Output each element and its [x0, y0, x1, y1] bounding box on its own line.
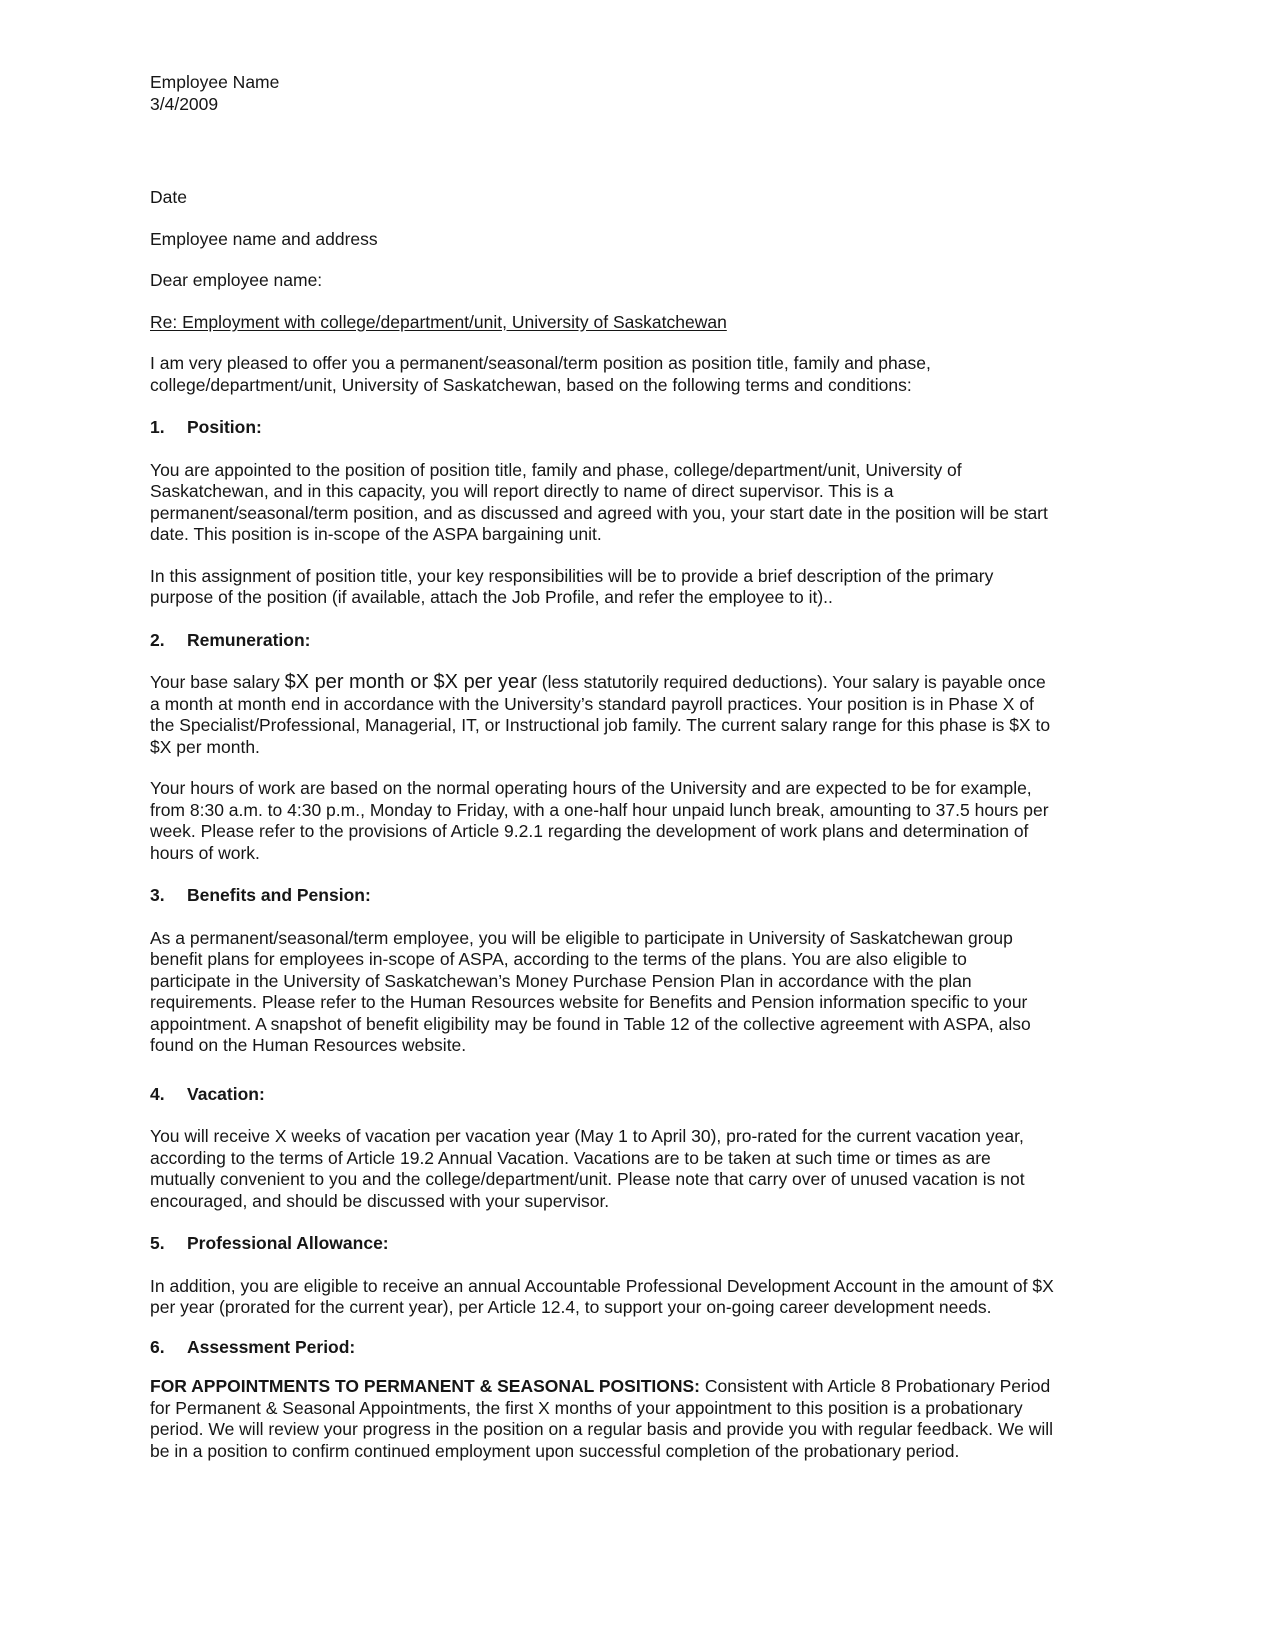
- section-heading-allowance: [150, 1233, 1130, 1255]
- text-line: per year (prorated for the current year), per Article 12.4, to support your on-going career development needs.: [150, 1297, 992, 1317]
- vacation-paragraph: [150, 1126, 1130, 1212]
- section-heading-benefits: [150, 885, 1130, 907]
- section-title: Remuneration:: [187, 629, 311, 650]
- text-line: benefit plans for employees in-scope of ASPA, according to the terms of the plans. You are also eligible to: [150, 949, 967, 969]
- text-line: requirements. Please refer to the Human Resources website for Benefits and Pension information specific to your: [150, 992, 1028, 1012]
- text-line: participate in the University of Saskatchewan’s Money Purchase Pension Plan in accordance with the plan: [150, 970, 972, 991]
- text-line: [150, 1376, 1130, 1398]
- text-line: from 8:30 a.m. to 4:30 p.m., Monday to Friday, with a one-half hour unpaid lunch break, amounting to 37.5 hours per: [150, 799, 1049, 820]
- text-line: encouraged, and should be discussed with your supervisor.: [150, 1190, 610, 1211]
- text-line: for Permanent & Seasonal Appointments, the first X months of your appointment to this position is a probationary: [150, 1397, 1023, 1418]
- section-number: 5.: [150, 1233, 165, 1253]
- allowance-paragraph: [150, 1276, 1130, 1319]
- intro-paragraph: [150, 353, 1130, 396]
- text-line: be in a position to confirm continued employment upon successful completion of the probationary period.: [150, 1440, 960, 1461]
- section-title: Position:: [187, 417, 262, 437]
- text-line: week. Please refer to the provisions of Article 9.2.1 regarding the development of work plans and determination of: [150, 821, 1029, 841]
- text-line: Your hours of work are based on the normal operating hours of the University and are expected to be for example,: [150, 778, 1032, 798]
- section-heading-position: [150, 417, 1130, 439]
- text-line: hours of work.: [150, 842, 260, 863]
- re-line: Re: Employment with college/department/unit, University of Saskatchewan: [150, 311, 727, 332]
- text-line: You will receive X weeks of vacation per vacation year (May 1 to April 30), pro-rated for the current vacation year,: [150, 1126, 1024, 1146]
- text-line: As a permanent/seasonal/term employee, you will be eligible to participate in University of Saskatchewan group: [150, 927, 1013, 948]
- text-line: a month at month end in accordance with the University’s standard payroll practices. Your position is in Phase X of: [150, 693, 1034, 714]
- section-title: Vacation:: [187, 1083, 265, 1104]
- text-line: according to the terms of Article 19.2 Annual Vacation. Vacations are to be taken at such time or times as are: [150, 1147, 991, 1168]
- text-line: [150, 672, 1130, 694]
- text-line: mutually convenient to you and the college/department/unit. Please note that carry over of unused vacation is not: [150, 1169, 1025, 1189]
- section-heading-remuneration: [150, 630, 1130, 652]
- assessment-paragraph: [150, 1376, 1130, 1462]
- text-line: period. We will review your progress in the position on a regular basis and provide you with regular feedback. We will: [150, 1419, 1054, 1439]
- appointment-type-label: FOR APPOINTMENTS TO PERMANENT & SEASONAL POSITIONS:: [150, 1376, 700, 1396]
- hours-paragraph: [150, 778, 1130, 864]
- section-title: Assessment Period:: [187, 1336, 356, 1357]
- section-title: Professional Allowance:: [187, 1233, 389, 1253]
- section-title: Benefits and Pension:: [187, 885, 371, 905]
- salary-paragraph: [150, 672, 1130, 758]
- salary-amount: $X per month or $X per year: [284, 671, 537, 693]
- responsibilities-paragraph: [150, 566, 1130, 609]
- section-number: 3.: [150, 885, 165, 905]
- text-line: You are appointed to the position of position title, family and phase, college/department/unit, University of: [150, 459, 962, 480]
- benefits-paragraph: [150, 928, 1130, 1057]
- text-line: Saskatchewan, and in this capacity, you will report directly to name of direct supervisor. This is a: [150, 481, 894, 501]
- salutation: Dear employee name:: [150, 270, 323, 290]
- text-line: $X per month.: [150, 736, 260, 757]
- intro-line: college/department/unit, University of Saskatchewan, based on the following terms and conditions:: [150, 374, 912, 395]
- address-placeholder: Employee name and address: [150, 228, 378, 249]
- section-number: 6.: [150, 1336, 165, 1357]
- date-placeholder: Date: [150, 187, 187, 207]
- section-number: 4.: [150, 1083, 165, 1104]
- text-line: appointment. A snapshot of benefit eligibility may be found in Table 12 of the collective agreement with ASPA, also: [150, 1013, 1031, 1034]
- document-date: 3/4/2009: [150, 93, 219, 114]
- section-number: 2.: [150, 629, 165, 650]
- text-line: purpose of the position (if available, attach the Job Profile, and refer the employee to it)..: [150, 587, 833, 607]
- intro-line: I am very pleased to offer you a permanent/seasonal/term position as position title, family and phase,: [150, 353, 931, 373]
- salary-text: (less statutorily required deductions). Your salary is payable once: [536, 672, 1046, 692]
- section-number: 1.: [150, 417, 165, 437]
- text-line: the Specialist/Professional, Managerial, IT, or Instructional job family. The current salary range for this phase is $X to: [150, 715, 1051, 735]
- salary-text: Your base salary: [150, 672, 285, 692]
- text-line: In this assignment of position title, your key responsibilities will be to provide a brief description of the primary: [150, 565, 994, 586]
- employee-name-header: Employee Name: [150, 72, 280, 92]
- text-line: permanent/seasonal/term position, and as discussed and agreed with you, your start date in the position will be start: [150, 502, 1048, 523]
- position-paragraph: [150, 460, 1130, 546]
- text-line: In addition, you are eligible to receive an annual Accountable Professional Development Account in the amount of $X: [150, 1275, 1054, 1296]
- text-line: found on the Human Resources website.: [150, 1035, 467, 1055]
- text-line: date. This position is in-scope of the ASPA bargaining unit.: [150, 524, 602, 544]
- section-heading-vacation: [150, 1084, 1130, 1106]
- assessment-text: Consistent with Article 8 Probationary Period: [700, 1376, 1051, 1396]
- section-heading-assessment: [150, 1337, 1130, 1359]
